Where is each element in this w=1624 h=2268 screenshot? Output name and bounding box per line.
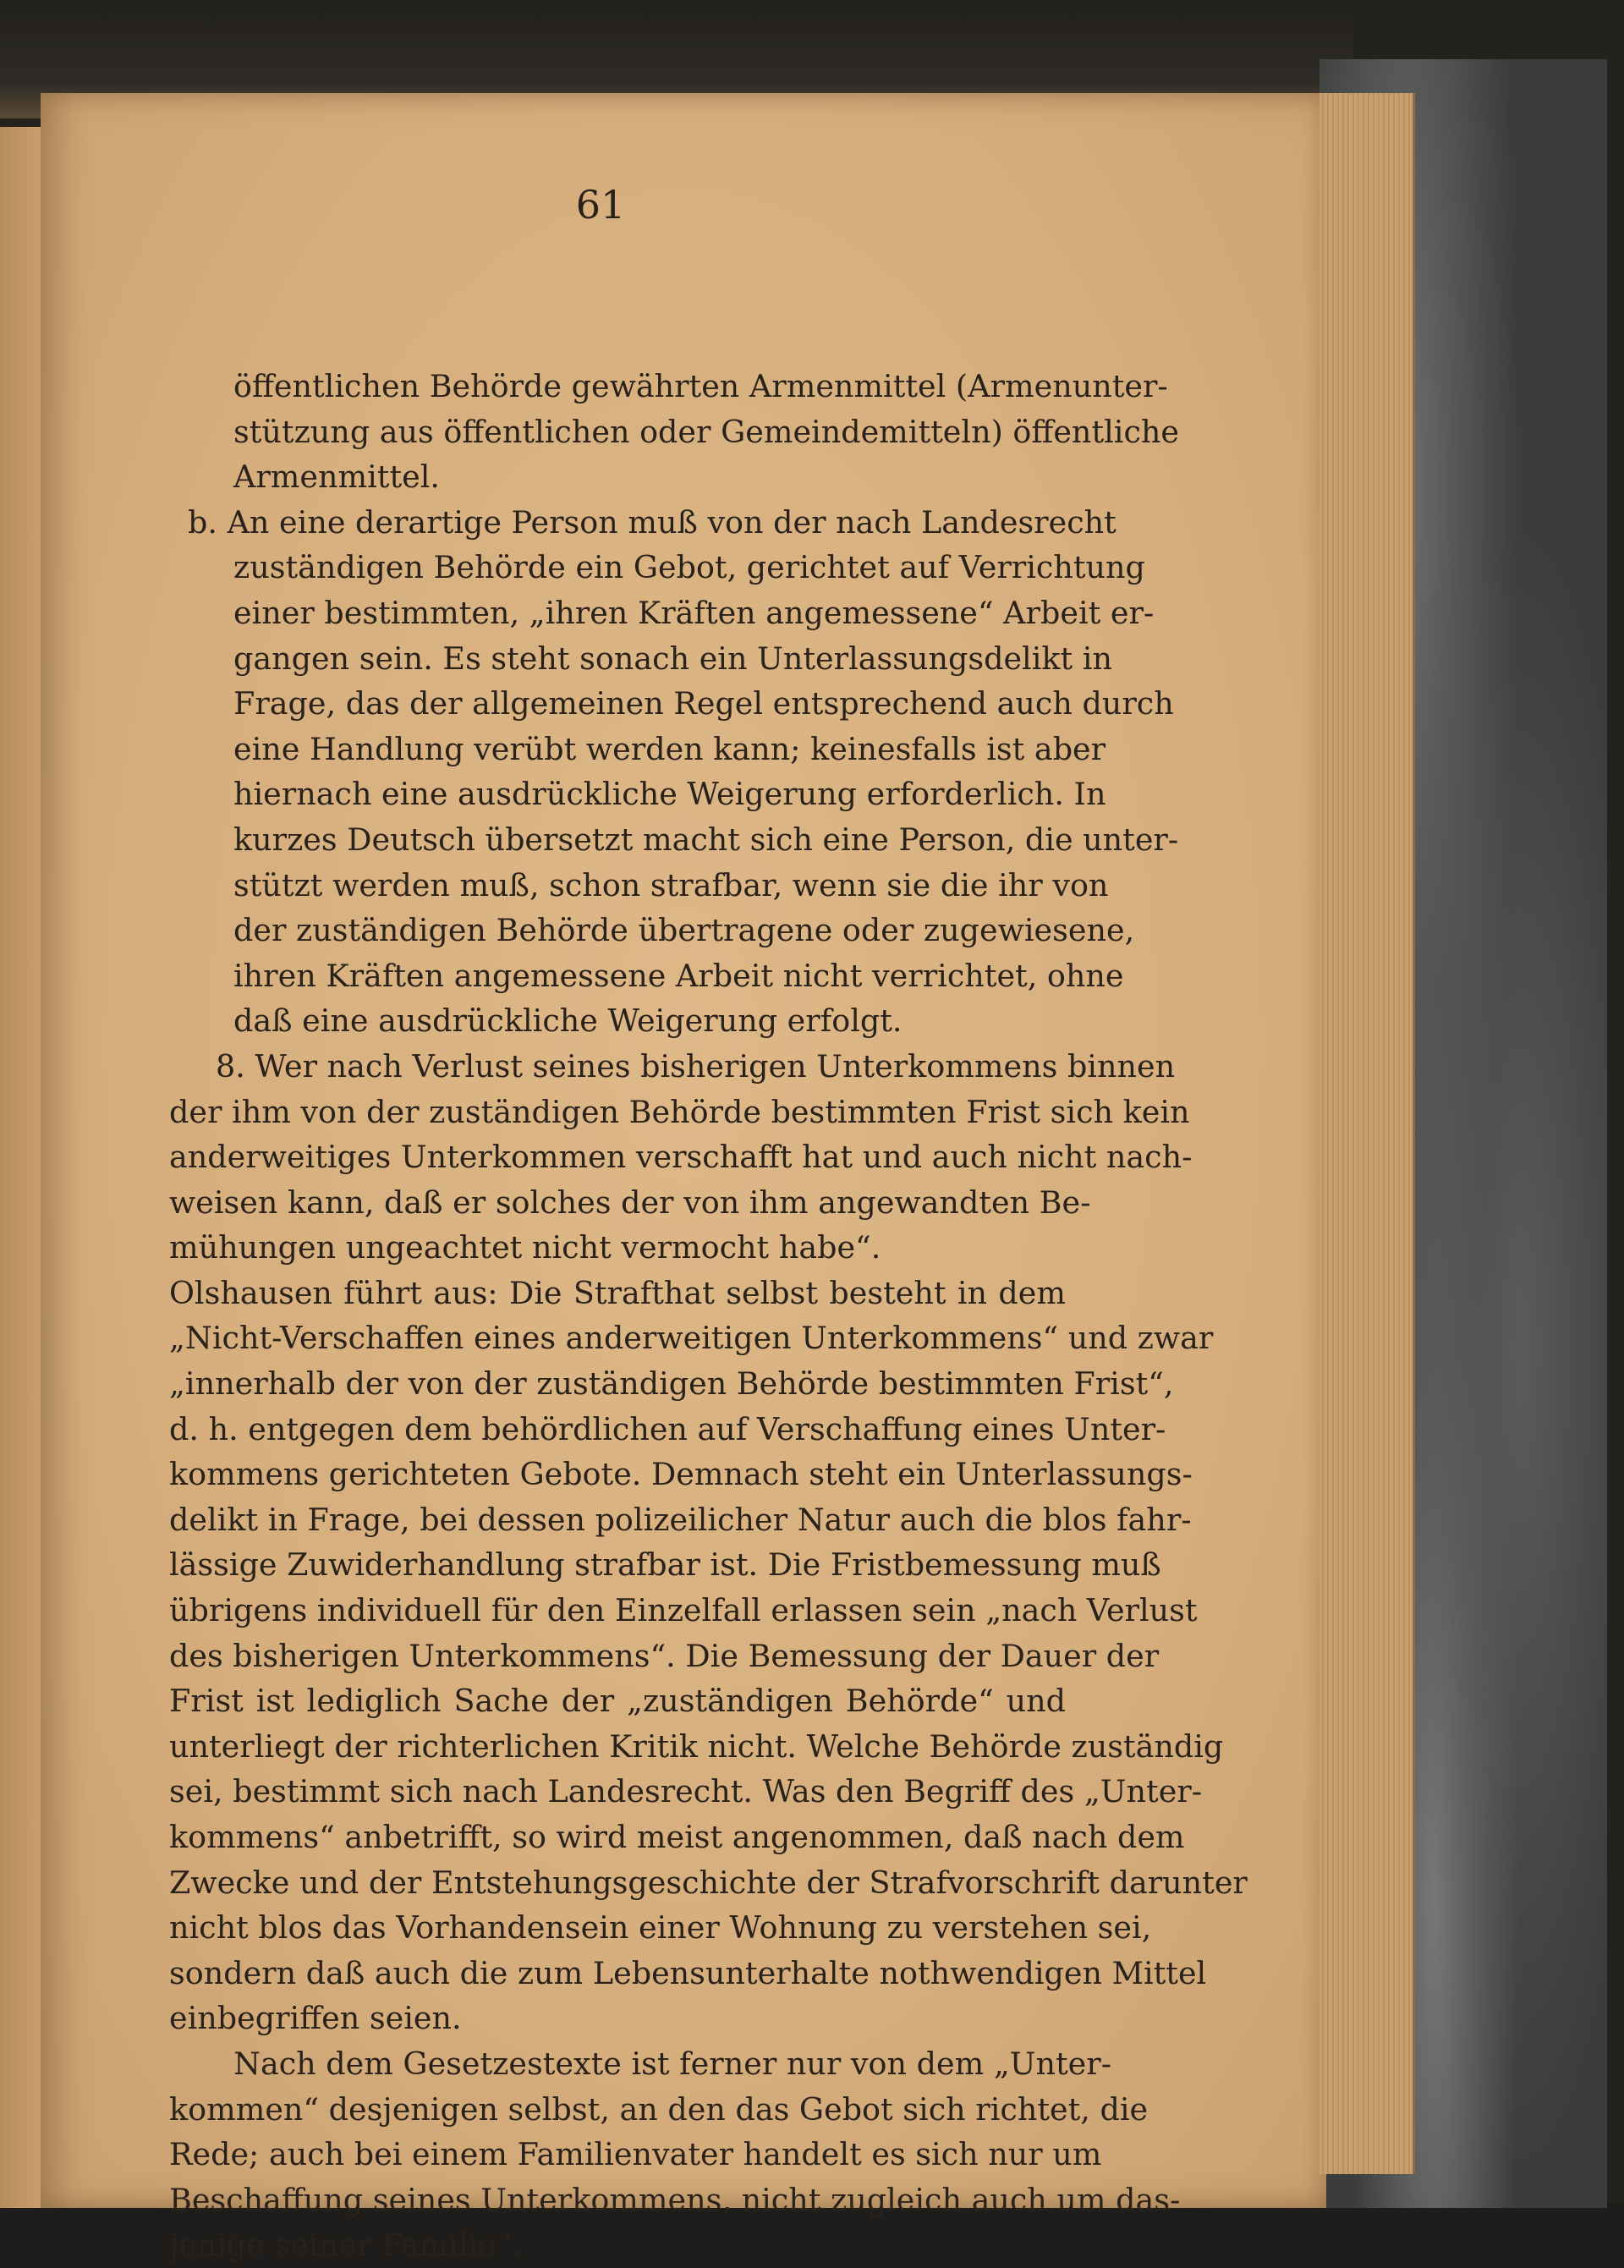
text-line: delikt in Frage, bei dessen polizeilicher Natur auch die blos fahr- (169, 1501, 1192, 1538)
text-line: kommens gerichteten Gebote. Demnach steht ein Unterlassungs- (169, 1456, 1193, 1493)
text-line: stützt werden muß, schon strafbar, wenn sie die ihr von (233, 866, 1109, 903)
text-line: einer bestimmten, „ihren Kräften angemessene“ Arbeit er- (233, 594, 1155, 631)
text-line: übrigens individuell für den Einzelfall erlassen sein „nach Verlust (169, 1592, 1198, 1629)
text-line: stützung aus öffentlichen oder Gemeindemitteln) öffentliche (233, 413, 1180, 450)
page-edges (1320, 93, 1415, 2174)
text-line: öffentlichen Behörde gewährten Armenmittel (Armenunter- (233, 368, 1168, 404)
text-line: des bisherigen Unterkommens“. Die Bemessung der Dauer der (169, 1637, 1160, 1674)
text-line: weisen kann, daß er solches der von ihm angewandten Be- (169, 1183, 1091, 1221)
text-line: Olshausen führt aus: Die Strafthat selbst besteht in dem (169, 1274, 1066, 1311)
text-line: kommens“ anbetrifft, so wird meist angenommen, daß nach dem (169, 1819, 1185, 1855)
text-line: ihren Kräften angemessene Arbeit nicht verrichtet, ohne (233, 957, 1124, 994)
text-line: „Nicht-Verschaffen eines anderweitigen Unterkommens“ und zwar (169, 1320, 1214, 1357)
text-line: hiernach eine ausdrückliche Weigerung erforderlich. In (233, 776, 1106, 813)
text-line: kommen“ desjenigen selbst, an den das Gebot sich richtet, die (169, 2090, 1149, 2128)
text-line: Rede; auch bei einem Familienvater handelt es sich nur um (169, 2136, 1102, 2173)
text-line: mühungen ungeachtet nicht vermocht habe“. (169, 1229, 881, 1266)
facing-page-edge (0, 127, 42, 2208)
text-line: unterliegt der richterlichen Kritik nicht. Welche Behörde zuständig (169, 1727, 1224, 1765)
text-line: Beschaffung seines Unterkommens, nicht zugleich auch um das- (169, 2181, 1181, 2218)
text-line: sei, bestimmt sich nach Landesrecht. Was den Begriff des „Unter- (169, 1773, 1203, 1810)
text-line: eine Handlung verübt werden kann; keinesfalls ist aber (233, 730, 1106, 767)
text-line: anderweitiges Unterkommen verschafft hat und auch nicht nach- (169, 1139, 1193, 1176)
text-line: „innerhalb der von der zuständigen Behörde bestimmten Frist“, (169, 1365, 1174, 1403)
text-line: lässige Zuwiderhandlung strafbar ist. Die Fristbemessung muß (169, 1546, 1161, 1584)
page-body-text (169, 364, 1248, 2268)
text-line: zuständigen Behörde ein Gebot, gerichtet auf Verrichtung (233, 549, 1145, 586)
text-line: Frage, das der allgemeinen Regel entsprechend auch durch (233, 685, 1174, 722)
text-line: Zwecke und der Entstehungsgeschichte der Strafvorschrift darunter (169, 1864, 1248, 1901)
text-line: b. An eine derartige Person muß von der nach Landesrecht (188, 503, 1116, 541)
text-line: Frist ist lediglich Sache der „zuständigen Behörde“ und (169, 1683, 1066, 1720)
page-number: 61 (575, 182, 626, 228)
text-line: der ihm von der zuständigen Behörde bestimmten Frist sich kein (169, 1093, 1190, 1130)
text-line: einbegriffen seien. (169, 2000, 462, 2037)
text-line: nicht blos das Vorhandensein einer Wohnung zu verstehen sei, (169, 1909, 1152, 1947)
text-line: d. h. entgegen dem behördlichen auf Verschaffung eines Unter- (169, 1410, 1166, 1447)
text-line: gangen sein. Es steht sonach ein Unterlassungsdelikt in (233, 640, 1112, 677)
text-line: sondern daß auch die zum Lebensunterhalte nothwendigen Mittel (169, 1954, 1207, 1991)
text-line: Armenmittel. (233, 459, 441, 496)
text-line: 8. Wer nach Verlust seines bisherigen Unterkommens binnen (216, 1047, 1176, 1085)
text-line: daß eine ausdrückliche Weigerung erfolgt. (233, 1002, 903, 1040)
text-line: Nach dem Gesetzestexte ist ferner nur von dem „Unter- (233, 2045, 1112, 2082)
text-line: kurzes Deutsch übersetzt macht sich eine Person, die unter- (233, 821, 1179, 858)
text-line: jenige seiner Familie“. (169, 2227, 522, 2264)
text-line: der zuständigen Behörde übertragene oder zugewiesene, (233, 912, 1135, 949)
